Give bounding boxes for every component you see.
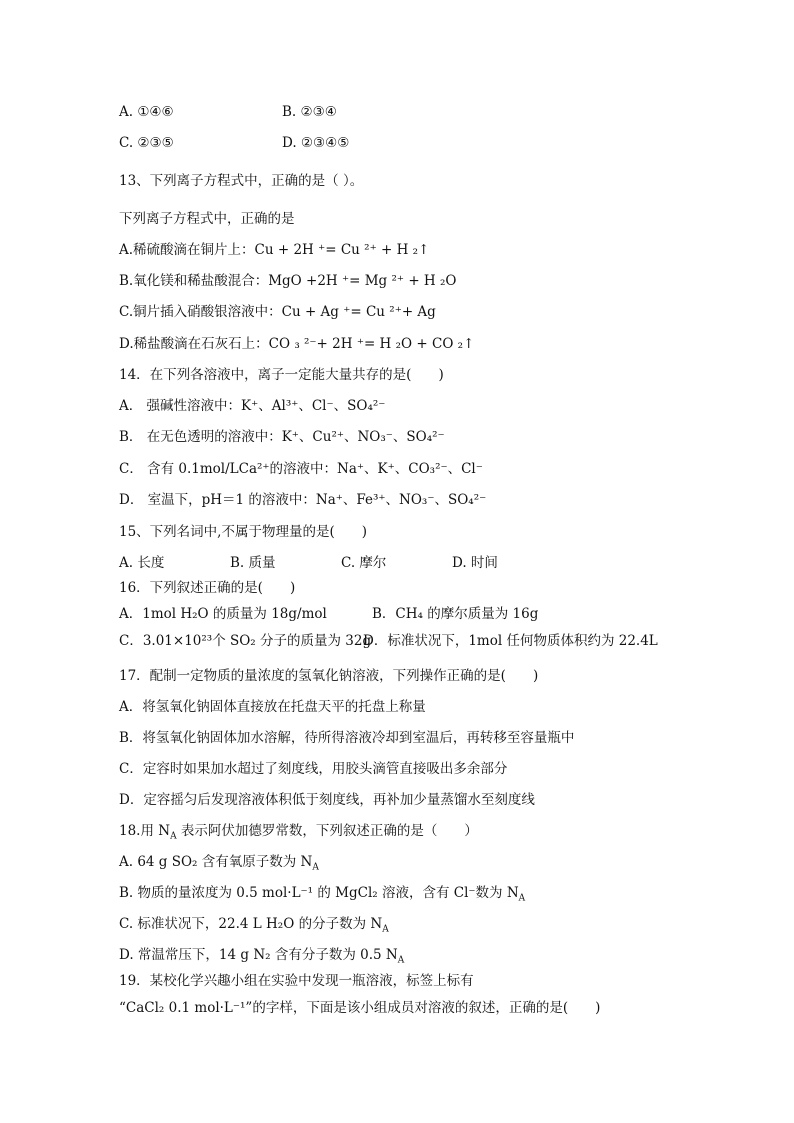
q15-stem: 15、下列名词中,不属于物理量的是( )	[119, 524, 368, 540]
q14-option-d: D． 室温下，pH＝1 的溶液中：Na⁺、Fe³⁺、NO₃⁻、SO₄²⁻	[119, 492, 487, 508]
q12-option-a: A. ①④⑥	[119, 104, 174, 120]
q18-stem: 18.用 $N_A$ 表示阿伏加德罗常数，下列叙述正确的是（ ）	[119, 823, 478, 842]
q16-option-a: A．1mol H₂O 的质量为 18g/mol	[119, 606, 327, 622]
q12-option-d: D. ②③④⑤	[282, 135, 350, 151]
q15-option-b: B. 质量	[230, 555, 276, 571]
q15-option-a: A. 长度	[119, 555, 165, 571]
q17-option-a: A．将氢氧化钠固体直接放在托盘天平的托盘上称量	[119, 699, 426, 715]
q13-option-a: A.稀硫酸滴在铜片上：Cu + 2H ⁺= Cu ²⁺ + H ₂↑	[119, 242, 430, 258]
q16-option-d: D．标准状况下，1mol 任何物质体积约为 22.4L	[363, 633, 658, 649]
q17-option-d: D．定容摇匀后发现溶液体积低于刻度线，再补加少量蒸馏水至刻度线	[119, 792, 535, 808]
q15-option-d: D. 时间	[452, 555, 498, 571]
q16-stem: 16．下列叙述正确的是( )	[119, 580, 296, 596]
q13-option-c: C.铜片插入硝酸银溶液中：Cu + Ag ⁺= Cu ²⁺+ Ag	[119, 304, 436, 320]
q16-option-b: B．CH₄ 的摩尔质量为 16g	[372, 606, 539, 622]
q17-option-b: B．将氢氧化钠固体加水溶解，待所得溶液冷却到室温后，再转移至容量瓶中	[119, 730, 575, 746]
q15-option-c: C. 摩尔	[341, 555, 387, 571]
q13-option-b: B.氧化镁和稀盐酸混合：MgO +2H ⁺= Mg ²⁺ + H ₂O	[119, 273, 457, 289]
q13-stem: 13、下列离子方程式中，正确的是（ ）。	[119, 173, 364, 189]
q18-option-c: C. 标准状况下，22.4 L H₂O 的分子数为 $N_A$	[119, 916, 389, 935]
q19-stem-line1: 19．某校化学兴趣小组在实验中发现一瓶溶液，标签上标有	[119, 973, 474, 989]
q17-stem: 17．配制一定物质的量浓度的氢氧化钠溶液，下列操作正确的是( )	[119, 668, 539, 684]
q13-option-d: D.稀盐酸滴在石灰石上：CO ₃ ²⁻+ 2H ⁺= H ₂O + CO ₂↑	[119, 336, 475, 352]
q14-option-a: A． 强碱性溶液中：K⁺、Al³⁺、Cl⁻、SO₄²⁻	[119, 398, 386, 414]
q18-option-b: B. 物质的量浓度为 0.5 mol·L⁻¹ 的 MgCl₂ 溶液，含有 Cl⁻数为 $N_A$	[119, 885, 526, 904]
q16-option-c: C．3.01×10²³个 SO₂ 分子的质量为 32g	[119, 633, 372, 649]
q14-stem: 14．在下列各溶液中，离子一定能大量共存的是( )	[119, 367, 444, 383]
q12-option-c: C. ②③⑤	[119, 135, 174, 151]
q14-option-c: C． 含有 0.1mol/LCa²⁺的溶液中：Na⁺、K⁺、CO₃²⁻、Cl⁻	[119, 461, 483, 477]
q18-option-d: D. 常温常压下，14 g N₂ 含有分子数为 0.5 $N_A$	[119, 947, 405, 966]
q12-option-b: B. ②③④	[282, 104, 337, 120]
q19-stem-line2: “CaCl₂ 0.1 mol·L⁻¹”的字样，下面是该小组成员对溶液的叙述，正确的是( )	[119, 1000, 601, 1016]
q14-option-b: B． 在无色透明的溶液中：K⁺、Cu²⁺、NO₃⁻、SO₄²⁻	[119, 429, 445, 445]
q17-option-c: C．定容时如果加水超过了刻度线，用胶头滴管直接吸出多余部分	[119, 761, 508, 777]
q13-sub-stem: 下列离子方程式中，正确的是	[119, 211, 295, 227]
q18-option-a: A. 64 g SO₂ 含有氧原子数为 $N_A$	[119, 854, 319, 873]
